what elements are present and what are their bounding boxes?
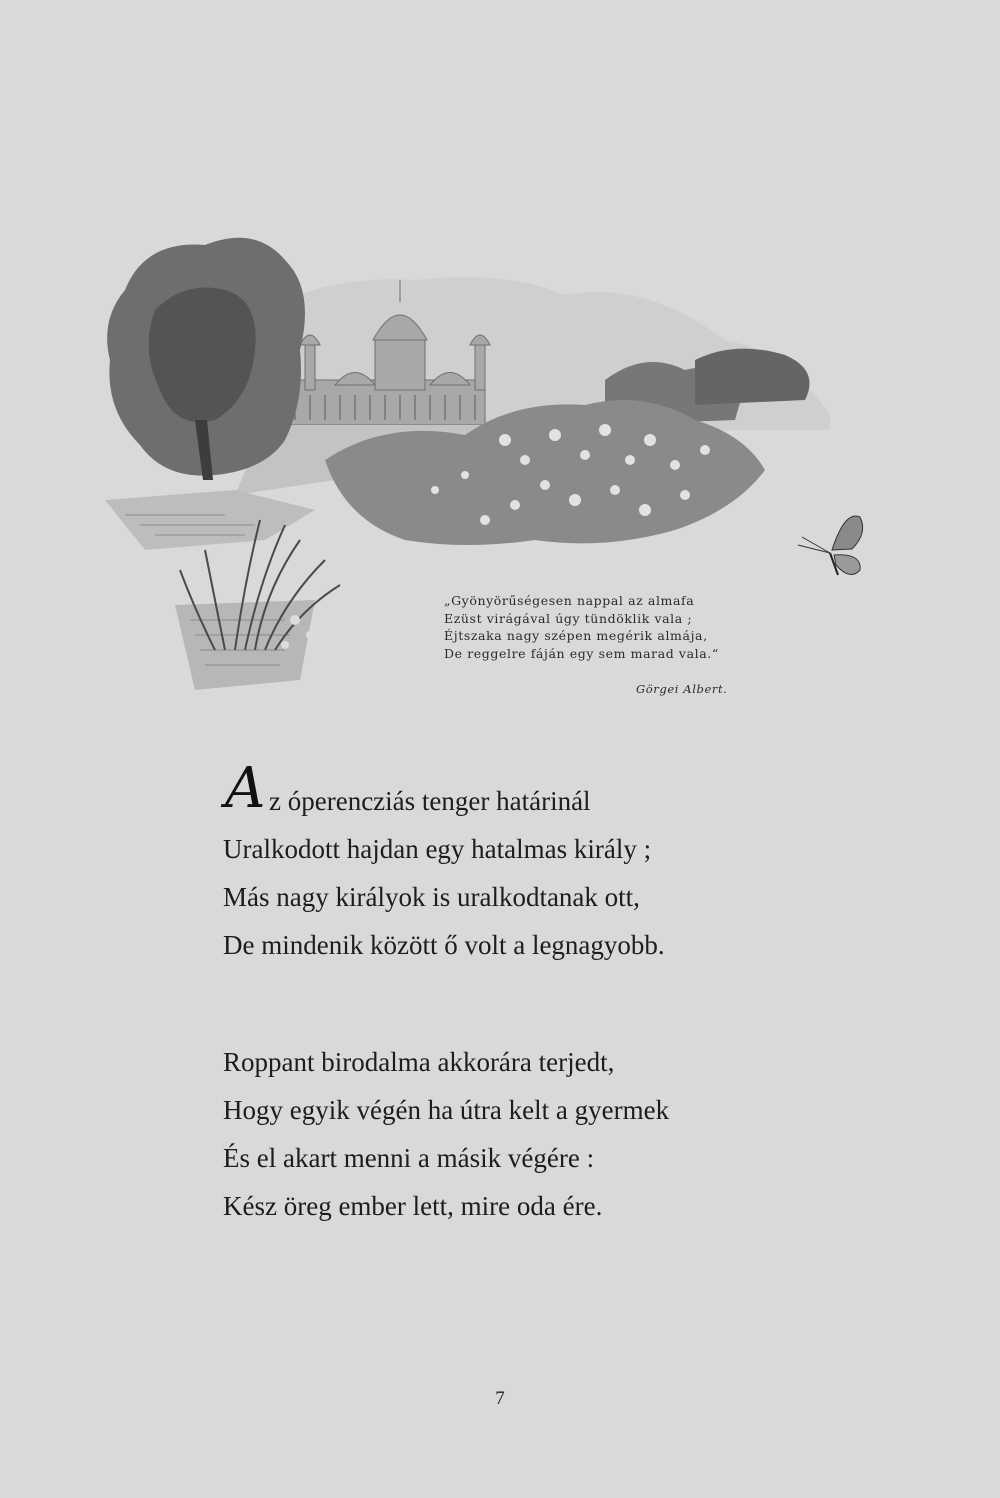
verse-line: És el akart menni a másik végére : <box>223 1143 595 1173</box>
epigraph-line: „Gyönyörűségesen nappal az almafa <box>444 593 695 608</box>
epigraph-line: Éjtszaka nagy szépen megérik almája, <box>444 628 708 643</box>
verse-line <box>223 756 665 825</box>
butterfly-icon <box>790 505 870 590</box>
verse-line: Hogy egyik végén ha útra kelt a gyermek <box>223 1095 670 1125</box>
poem-stanza-2 <box>223 1038 669 1230</box>
verse-line: Kész öreg ember lett, mire oda ére. <box>223 1191 603 1221</box>
verse-line: Más nagy királyok is uralkodtanak ott, <box>223 882 640 912</box>
verse-line: De mindenik között ő volt a legnagyobb. <box>223 930 665 960</box>
epigraph-line: Ezüst virágával úgy tündöklik vala ; <box>444 610 693 626</box>
verse-line: Uralkodott hajdan egy hatalmas király ; <box>223 834 652 864</box>
page-number: 7 <box>495 1388 505 1409</box>
verse-line: Roppant birodalma akkorára terjedt, <box>223 1047 615 1077</box>
verse-text: z óperencziás tenger határinál <box>269 786 591 816</box>
decorated-initial: A <box>225 756 266 821</box>
poem-stanza-1 <box>223 756 665 969</box>
epigraph-author: Görgei Albert. <box>636 682 728 696</box>
epigraph-quote <box>444 592 719 662</box>
epigraph-line: De reggelre fáján egy sem marad vala.“ <box>444 645 719 661</box>
